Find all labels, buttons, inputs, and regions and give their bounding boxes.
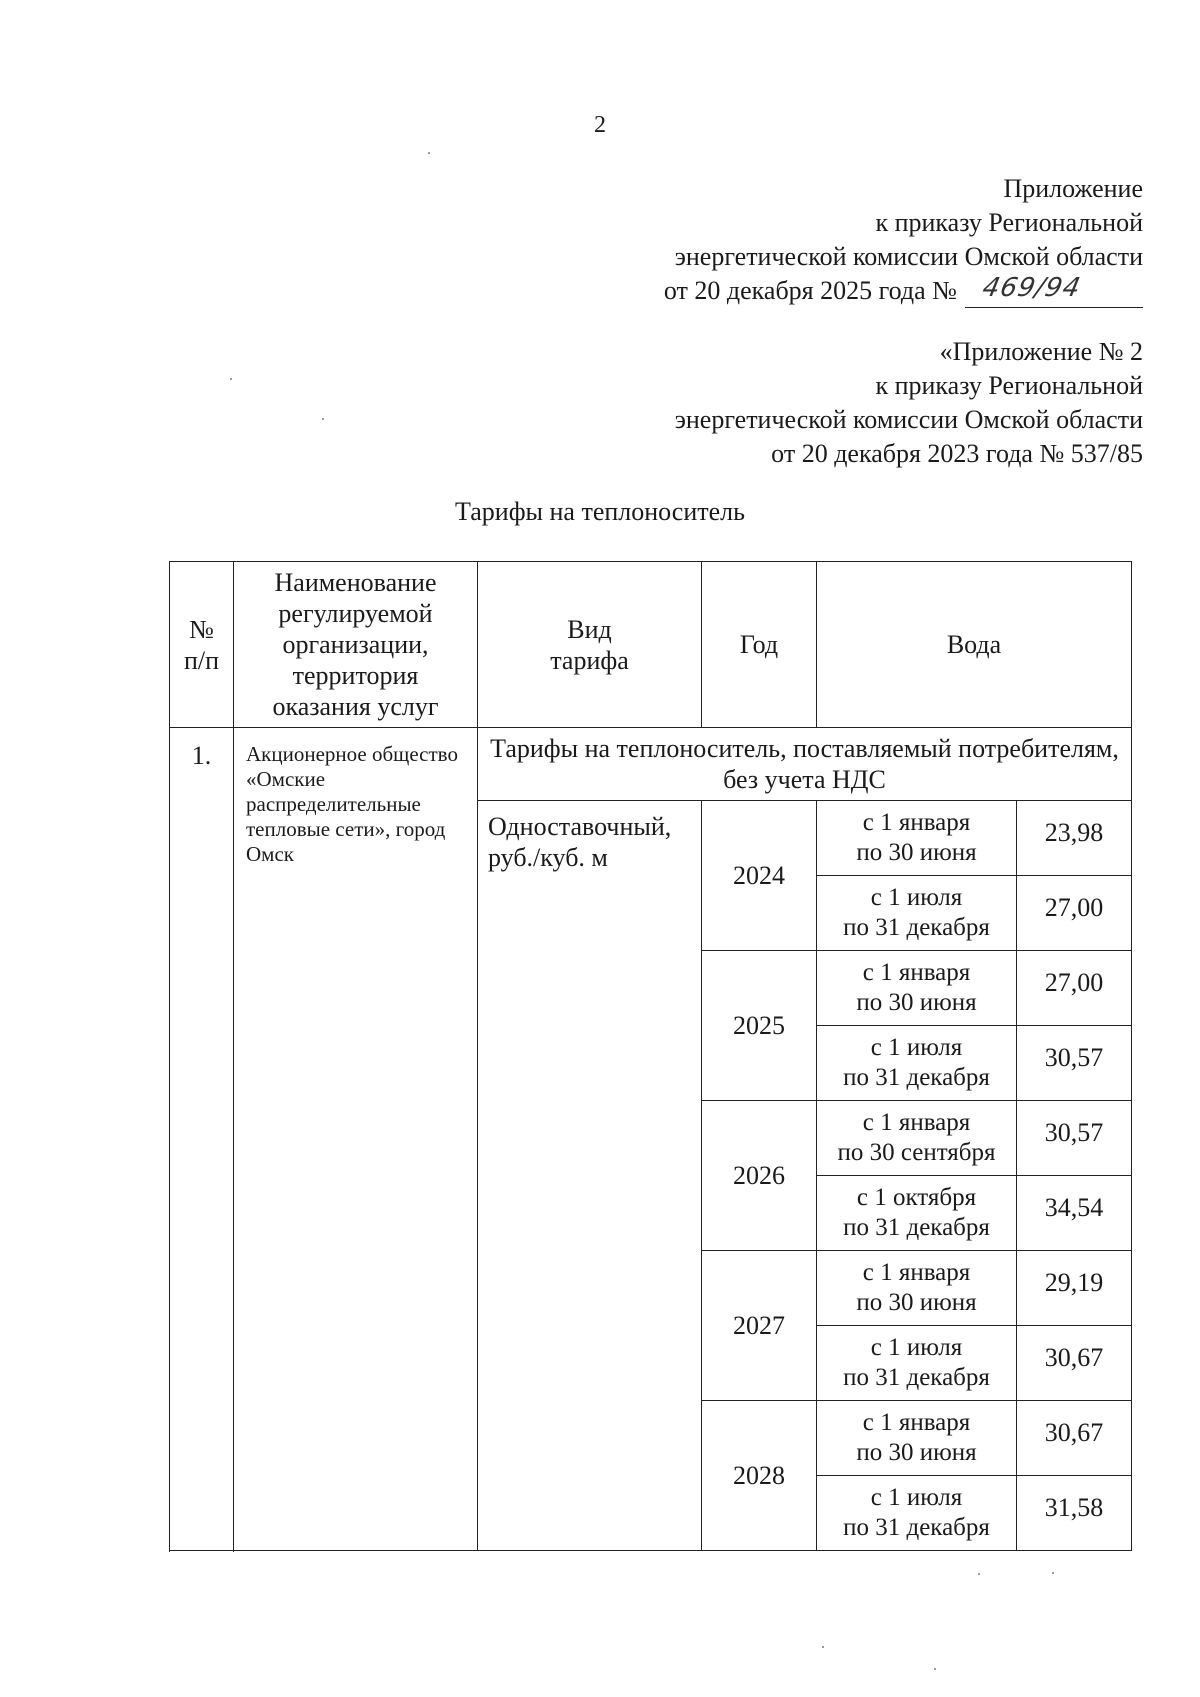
tariff-value: 30,57: [1017, 1026, 1132, 1101]
page-number: 2: [594, 112, 606, 138]
order-number-field: [965, 273, 1143, 308]
period-cell: с 1 июля по 31 декабря: [817, 1326, 1017, 1401]
tariff-value: 23,98: [1017, 801, 1132, 876]
header-tariff-type: Вид тарифа: [478, 562, 702, 728]
table-title: Тарифы на теплоноситель: [455, 497, 745, 526]
table-header-row: [170, 562, 1132, 728]
section-title: Тарифы на теплоноситель, поставляемый потребителям, без учета НДС: [478, 728, 1132, 801]
header-organization: Наименование регулируемой организации, территория оказания услуг: [234, 562, 478, 728]
organization-name: Акционерное общество «Омские распределительные тепловые сети», город Омск: [234, 728, 478, 1551]
year-cell: 2026: [702, 1101, 817, 1251]
period-cell: с 1 июля по 31 декабря: [817, 1476, 1017, 1551]
year-cell: 2028: [702, 1401, 817, 1551]
period-cell: с 1 января по 30 июня: [817, 801, 1017, 876]
period-cell: с 1 января по 30 июня: [817, 1251, 1017, 1326]
appendix-line: от 20 декабря 2023 года № 537/85: [771, 439, 1143, 468]
period-cell: с 1 января по 30 сентября: [817, 1101, 1017, 1176]
appendix-line: «Приложение № 2: [939, 337, 1143, 366]
tariff-value: 27,00: [1017, 876, 1132, 951]
appendix-date-line: [664, 274, 1143, 308]
appendix-date-text: от 20 декабря 2025 года №: [663, 276, 957, 305]
period-cell: с 1 января по 30 июня: [817, 1401, 1017, 1476]
tariff-type: Одноставочный, руб./куб. м: [478, 801, 702, 1551]
year-cell: 2025: [702, 951, 817, 1101]
tariff-value: 30,67: [1017, 1326, 1132, 1401]
appendix-line: энергетической комиссии Омской области: [674, 242, 1143, 271]
year-cell: 2024: [702, 801, 817, 951]
period-cell: с 1 июля по 31 декабря: [817, 1026, 1017, 1101]
table-row: [170, 728, 1132, 801]
tariffs-table: [169, 561, 1132, 1551]
appendix-line: к приказу Региональной: [875, 371, 1143, 400]
tariff-value: 27,00: [1017, 951, 1132, 1026]
header-num: № п/п: [170, 562, 234, 728]
appendix-header-current: [664, 172, 1143, 308]
period-cell: с 1 июля по 31 декабря: [817, 876, 1017, 951]
header-year: Год: [702, 562, 817, 728]
tariff-value: 30,57: [1017, 1101, 1132, 1176]
appendix-line: к приказу Региональной: [875, 208, 1143, 237]
year-cell: 2027: [702, 1251, 817, 1401]
tariff-value: 30,67: [1017, 1401, 1132, 1476]
row-number: 1.: [170, 728, 234, 1551]
period-cell: с 1 января по 30 июня: [817, 951, 1017, 1026]
period-cell: с 1 октября по 31 декабря: [817, 1176, 1017, 1251]
appendix-header-previous: [675, 335, 1143, 471]
tariff-value: 29,19: [1017, 1251, 1132, 1326]
tariff-value: 34,54: [1017, 1176, 1132, 1251]
tariff-value: 31,58: [1017, 1476, 1132, 1551]
handwritten-order-number: 469/94: [979, 273, 1084, 303]
appendix-line: Приложение: [1003, 174, 1143, 203]
appendix-line: энергетической комиссии Омской области: [674, 405, 1143, 434]
header-water: Вода: [817, 562, 1132, 728]
